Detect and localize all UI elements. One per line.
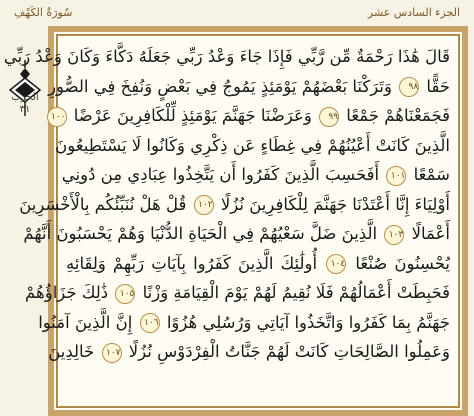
- surah-label: سُورَةُ الكَهْفِ: [14, 5, 73, 19]
- verse-line: [50, 101, 450, 131]
- ayah-number-marker: ٩٨: [399, 77, 419, 97]
- verse-line: [38, 308, 450, 338]
- verse-text: وَتَرَكْنَا بَعْضَهُمْ يَوْمَئِذٍ يَمُوجُ فِي بَعْضٍ وَنُفِخَ فِي الصُّورِ: [48, 76, 392, 96]
- verse-text: أَفَحَسِبَ الَّذِينَ كَفَرُوا أَن يَتَّخِذُوا عِبَادِي مِن دُونِي: [61, 165, 380, 184]
- verse-text: وَعَمِلُوا الصَّالِحَاتِ كَانَتْ لَهُمْ جَنَّاتُ الْفِرْدَوْسِ نُزُلًا: [128, 342, 450, 361]
- ayah-number-marker: ١٠١: [386, 166, 406, 186]
- verse-line: [55, 131, 450, 161]
- verse-text: قُلْ هَلْ نُنَبِّئُكُم بِالْأَخْسَرِينَ: [19, 194, 187, 214]
- ayah-number-marker: ١٠٦: [140, 313, 160, 333]
- verse-text: الَّذِينَ كَانَتْ أَعْيُنُهُمْ فِي غِطَاءٍ عَن ذِكْرِي وَكَانُوا لَا يَسْتَطِيعُونَ: [55, 135, 450, 155]
- hizb-number: ٣١: [19, 104, 31, 115]
- ayah-number-marker: ١٠٧: [102, 343, 122, 363]
- verse-line: [66, 249, 450, 279]
- ayah-number-marker: ١٠٣: [384, 225, 404, 245]
- verse-text: أَوْلِيَاءَ إِنَّا أَعْتَدْنَا جَهَنَّمَ لِلْكَافِرِينَ نُزُلًا: [220, 194, 450, 214]
- verse-text: ذَٰلِكَ جَزَاؤُهُمْ: [25, 283, 109, 302]
- verse-line: [48, 72, 450, 102]
- verse-line: [48, 337, 450, 367]
- verse-line: [25, 278, 450, 308]
- verse-text: خَالِدِينَ: [48, 342, 95, 361]
- verse-text: يُحْسِنُونَ صُنْعًا: [355, 253, 451, 273]
- page-header: [0, 0, 474, 24]
- verse-line: [61, 160, 450, 190]
- verse-text: وَعَرَضْنَا جَهَنَّمَ يَوْمَئِذٍ لِّلْكَافِرِينَ عَرْضًا: [73, 106, 312, 125]
- verse-text: إِنَّ الَّذِينَ آمَنُوا: [38, 312, 133, 332]
- hizb-label-block: [4, 92, 46, 116]
- verse-line: [19, 190, 450, 220]
- ayah-number-marker: ١٠٤: [326, 254, 346, 274]
- verse-text: قَالَ هَٰذَا رَحْمَةٌ مِّن رَّبِّي فَإِذَا جَاءَ وَعْدُ رَبِّي جَعَلَهُ دَكَّاءَ وَكَانَ وَعْدُ رَبِّي: [3, 47, 450, 66]
- juz-label: الجزء السادس عشر: [367, 5, 460, 19]
- ayah-number-marker: ٩٩: [319, 107, 339, 127]
- verse-text: فَجَمَعْنَاهُمْ جَمْعًا: [346, 106, 450, 125]
- verse-text: الَّذِينَ ضَلَّ سَعْيُهُمْ فِي الْحَيَاةِ الدُّنْيَا وَهُمْ يَحْسَبُونَ أَنَّهُمْ: [23, 224, 378, 243]
- verse-text: جَهَنَّمُ بِمَا كَفَرُوا وَاتَّخَذُوا آيَاتِي وَرُسُلِي هُزُوًا: [166, 312, 450, 332]
- ayah-number-marker: ١٠٠: [47, 107, 67, 127]
- verse-line: [23, 219, 450, 249]
- verse-text: أُولَٰئِكَ الَّذِينَ كَفَرُوا بِآيَاتِ رَبِّهِمْ وَلِقَائِهِ: [66, 253, 318, 273]
- ayah-number-marker: ١٠٢: [194, 195, 214, 215]
- ayah-number-marker: ١٠٥: [115, 284, 135, 304]
- verse-line: [3, 42, 450, 72]
- verse-text: فَحَبِطَتْ أَعْمَالُهُمْ فَلَا نُقِيمُ لَهُمْ يَوْمَ الْقِيَامَةِ وَزْنًا: [142, 283, 450, 302]
- hizb-label: الحزب: [11, 92, 39, 103]
- verse-text: حَقًّا: [426, 76, 450, 96]
- verse-text: أَعْمَالًا: [411, 224, 450, 243]
- verse-text: سَمْعًا: [413, 165, 450, 184]
